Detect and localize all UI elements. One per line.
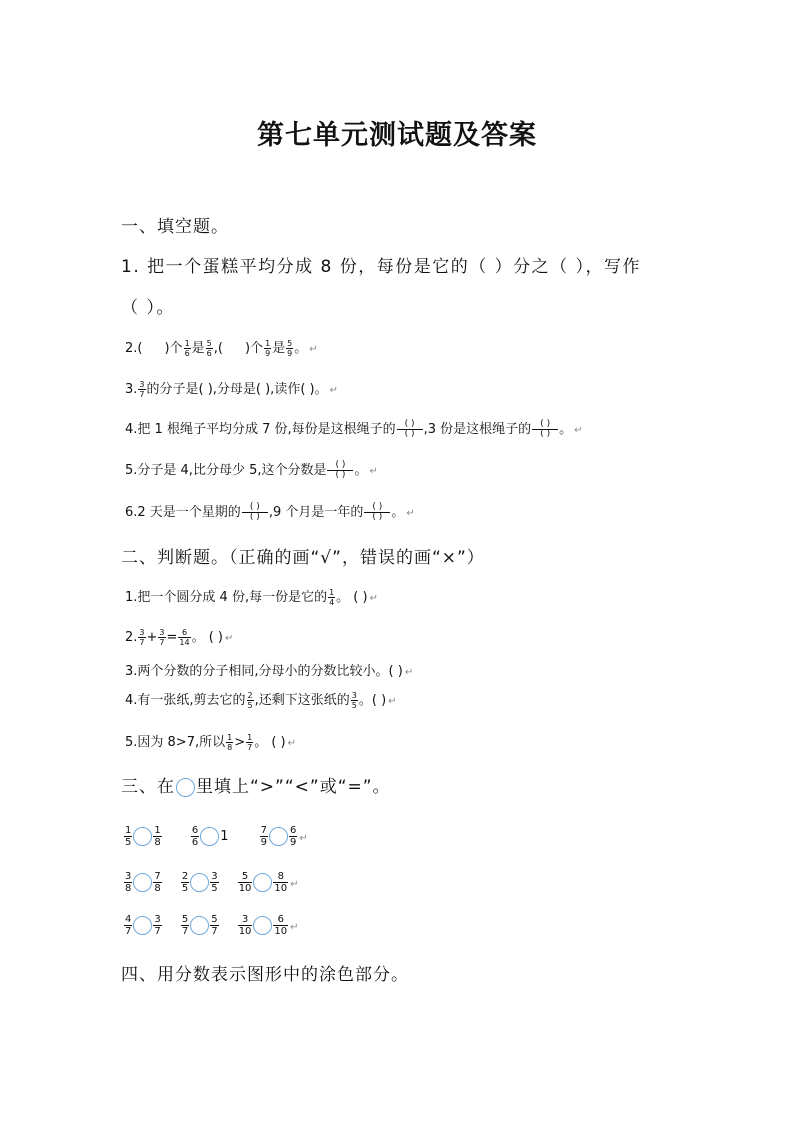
section-shade-heading: 四、用分数表示图形中的涂色部分。 bbox=[121, 965, 409, 985]
return-mark: ↵ bbox=[309, 344, 318, 355]
compare-item: $\frac{3}{8}$ $\frac{7}{8}$ bbox=[125, 871, 161, 894]
blank-fraction: ( ) ( ) bbox=[242, 503, 268, 522]
answer-circle[interactable] bbox=[200, 827, 219, 846]
blank-fraction: ( ) ( ) bbox=[397, 420, 423, 439]
compare-item: $\frac{3}{10}$ $\frac{6}{10}$ ↵ bbox=[238, 914, 299, 937]
fraction: $\frac{1}{7}$ bbox=[247, 733, 253, 752]
fill-q6: 6.2 天是一个星期的 ( ) ( ) ,9 个月是一年的 ( ) ( ) 。 ↵ bbox=[125, 502, 415, 522]
fill-q1-line1: 1. 把一个蛋糕平均分成 8 份，每份是它的（ ）分之（ ），写作 bbox=[121, 257, 642, 277]
fill-q3: 3. $\frac{3}{7}$ 的分子是( ),分母是( ),读作( )。 ↵ bbox=[125, 380, 338, 399]
answer-circle[interactable] bbox=[133, 916, 152, 935]
return-mark: ↵ bbox=[290, 922, 299, 933]
fraction: $\frac{5}{9}$ bbox=[287, 339, 293, 358]
blank-fraction: ( ) ( ) bbox=[532, 420, 558, 439]
answer-circle[interactable] bbox=[253, 873, 272, 892]
return-mark: ↵ bbox=[574, 425, 583, 436]
fraction: $\frac{6}{14}$ bbox=[179, 628, 190, 647]
compare-row-3 bbox=[124, 914, 313, 937]
judge-q2: 2. $\frac{3}{7}$ + $\frac{3}{7}$ = $\frac{6}{14}$ 。 ( ) ↵ bbox=[125, 628, 234, 647]
fraction: $\frac{1}{6}$ bbox=[184, 339, 190, 358]
answer-circle[interactable] bbox=[253, 916, 272, 935]
section-compare-heading: 三、在 里填上“>”“<”或“=”。 bbox=[121, 777, 391, 797]
return-mark: ↵ bbox=[404, 667, 414, 678]
fill-q5: 5.分子是 4,比分母少 5,这个分数是 ( ) ( ) 。 ↵ bbox=[125, 460, 378, 480]
compare-item: $\frac{6}{6}$ 1 bbox=[191, 825, 229, 848]
answer-circle[interactable] bbox=[269, 827, 288, 846]
return-mark: ↵ bbox=[290, 879, 299, 890]
return-mark: ↵ bbox=[329, 385, 338, 396]
compare-item: $\frac{5}{10}$ $\frac{8}{10}$ ↵ bbox=[238, 871, 299, 894]
section-judge-heading: 二、判断题。（正确的画“√”，错误的画“×”） bbox=[121, 548, 485, 568]
answer-circle[interactable] bbox=[190, 873, 209, 892]
fraction: $\frac{3}{7}$ bbox=[139, 628, 145, 647]
fraction: $\frac{3}{7}$ bbox=[139, 380, 145, 399]
fill-q2: 2.( )个 $\frac{1}{6}$ 是 $\frac{5}{6}$ ,( )个 $\frac{1}{9}$ 是 $\frac{5}{9}$ 。 ↵ bbox=[125, 339, 318, 358]
fill-q1-line2: （ ）。 bbox=[121, 298, 175, 318]
compare-row-2 bbox=[124, 871, 313, 894]
fraction: $\frac{2}{5}$ bbox=[247, 691, 253, 710]
return-mark: ↵ bbox=[299, 833, 308, 844]
fraction: $\frac{3}{7}$ bbox=[159, 628, 165, 647]
compare-item: $\frac{2}{5}$ $\frac{3}{5}$ bbox=[181, 871, 218, 894]
blank-fraction: ( ) ( ) bbox=[327, 461, 353, 480]
compare-item: $\frac{5}{7}$ $\frac{5}{7}$ bbox=[181, 914, 218, 937]
fraction: $\frac{5}{6}$ bbox=[206, 339, 212, 358]
return-mark: ↵ bbox=[225, 633, 234, 644]
judge-q4: 4.有一张纸,剪去它的 $\frac{2}{5}$ ,还剩下这张纸的 $\frac{3}{5}$ 。( ) ↵ bbox=[125, 691, 397, 710]
page-title: 第七单元测试题及答案 bbox=[257, 120, 537, 151]
return-mark: ↵ bbox=[406, 508, 415, 519]
compare-circle-icon bbox=[176, 778, 195, 797]
compare-row-1 bbox=[124, 825, 322, 848]
compare-item: $\frac{1}{5}$ $\frac{1}{8}$ bbox=[125, 825, 161, 848]
compare-item: $\frac{7}{9}$ $\frac{6}{9}$ ↵ bbox=[260, 825, 308, 848]
fill-q4: 4.把 1 根绳子平均分成 7 份,每份是这根绳子的 ( ) ( ) ,3 份是这根绳子的 ( ) ( ) 。 ↵ bbox=[125, 419, 583, 439]
blank-fraction: ( ) ( ) bbox=[364, 503, 390, 522]
judge-q3: 3.两个分数的分子相同,分母小的分数比较小。( ) ↵ bbox=[125, 664, 414, 679]
section-fill-heading: 一、填空题。 bbox=[121, 217, 229, 237]
return-mark: ↵ bbox=[369, 466, 378, 477]
judge-q1: 1.把一个圆分成 4 份,每一份是它的 $\frac{1}{4}$ 。 ( ) ↵ bbox=[125, 588, 378, 607]
fraction: $\frac{1}{9}$ bbox=[265, 339, 271, 358]
return-mark: ↵ bbox=[388, 696, 397, 707]
return-mark: ↵ bbox=[369, 593, 378, 604]
fraction: $\frac{1}{4}$ bbox=[329, 588, 335, 607]
fraction: $\frac{1}{8}$ bbox=[227, 733, 233, 752]
answer-circle[interactable] bbox=[133, 873, 152, 892]
return-mark: ↵ bbox=[287, 738, 297, 749]
fraction: $\frac{3}{5}$ bbox=[351, 691, 357, 710]
answer-circle[interactable] bbox=[190, 916, 209, 935]
judge-q5: 5.因为 8>7,所以 $\frac{1}{8}$ > $\frac{1}{7}$ 。 ( ) ↵ bbox=[125, 733, 297, 752]
compare-item: $\frac{4}{7}$ $\frac{3}{7}$ bbox=[125, 914, 161, 937]
answer-circle[interactable] bbox=[133, 827, 152, 846]
